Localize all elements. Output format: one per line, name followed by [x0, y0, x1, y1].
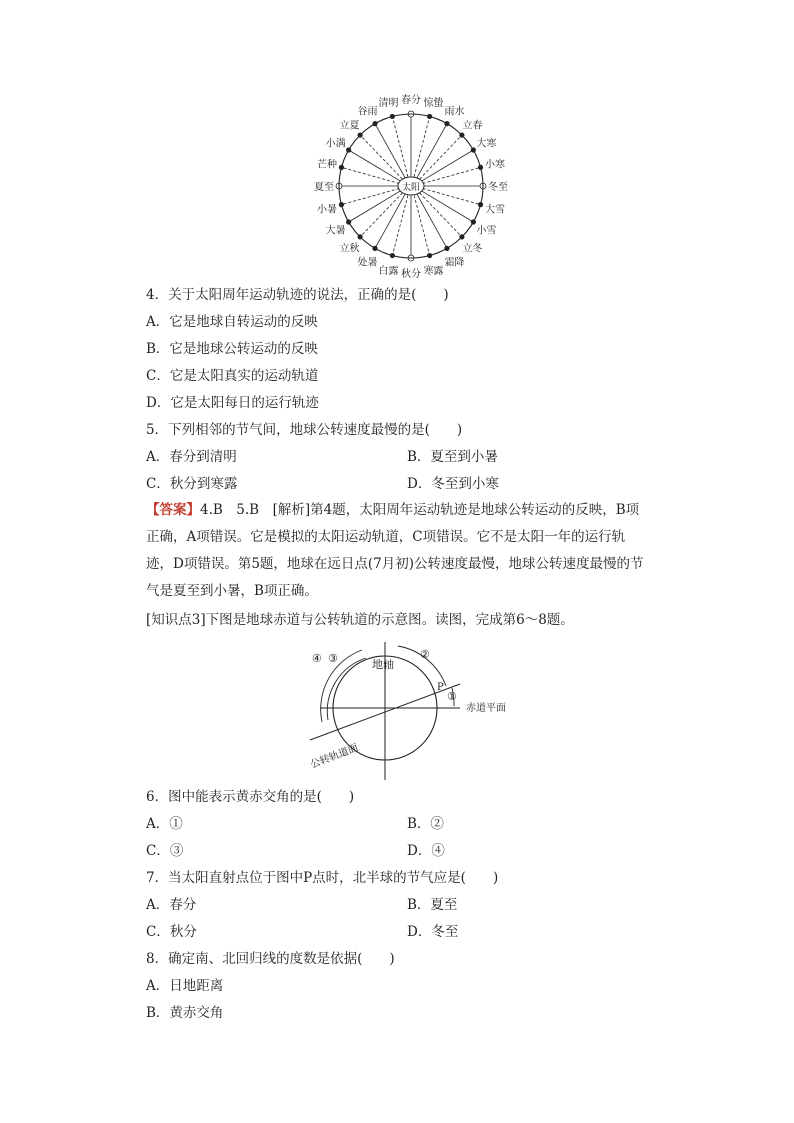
q6-option-b: B．② [407, 816, 444, 832]
mark-4: ④ [312, 652, 322, 665]
spoke-23 [392, 116, 408, 176]
term-label-2: 雨水 [444, 106, 465, 118]
term-label-20: 小满 [325, 138, 346, 150]
q5-option-b: B．夏至到小暑 [407, 449, 498, 465]
q8-stem: 8．确定南、北回归线的度数是依据( ) [146, 951, 395, 967]
term-label-7: 大雪 [485, 204, 506, 216]
q6-option-a: A．① [146, 816, 183, 832]
term-label-13: 白露 [378, 266, 399, 278]
answer-tag: 【答案】 [146, 502, 200, 518]
q4-option-a: A．它是地球自转运动的反映 [146, 314, 318, 330]
spoke-22 [375, 124, 405, 178]
term-label-10: 霜降 [444, 257, 465, 269]
q5-option-d: D．冬至到小寒 [407, 476, 499, 492]
spoke-1 [414, 116, 430, 176]
term-label-14: 处暑 [357, 257, 378, 269]
q8-option-b: B．黄赤交角 [146, 1005, 224, 1021]
term-label-17: 小暑 [316, 204, 337, 216]
spoke-11 [414, 195, 430, 255]
term-label-5: 小寒 [485, 159, 506, 171]
solar-terms-diagram [298, 90, 528, 280]
q5-stem: 5．下列相邻的节气间，地球公转速度最慢的是( ) [146, 422, 463, 438]
q4-stem: 4．关于太阳周年运动轨迹的说法，正确的是( ) [146, 287, 449, 303]
term-label-0: 春分 [401, 95, 421, 106]
term-label-1: 惊蛰 [423, 97, 444, 109]
term-label-18: 夏至 [314, 182, 334, 193]
q7-stem: 7．当太阳直射点位于图中P点时，北半球的节气应是( ) [146, 870, 499, 886]
point-p-label: P [437, 682, 444, 693]
term-label-4: 大寒 [476, 138, 497, 150]
spoke-13 [392, 195, 408, 255]
axis-label: 地轴 [372, 658, 394, 671]
term-label-11: 寒露 [423, 266, 444, 278]
mark-2: ② [420, 648, 430, 661]
spoke-2 [417, 124, 447, 178]
q5-option-c: C．秋分到寒露 [146, 476, 238, 492]
term-label-16: 大暑 [325, 225, 346, 237]
q6-option-c: C．③ [146, 843, 184, 859]
spoke-15 [360, 193, 402, 237]
equator-orbit-diagram [300, 640, 520, 780]
orbit-label: 公转轨道面 [309, 742, 360, 771]
spoke-10 [417, 194, 447, 248]
q7-option-c: C．秋分 [146, 924, 197, 940]
term-label-21: 立夏 [339, 120, 360, 132]
q4-option-b: B．它是地球公转运动的反映 [146, 341, 318, 357]
term-label-3: 立春 [462, 120, 483, 132]
spoke-14 [375, 194, 405, 248]
section-intro: [知识点3]下图是地球赤道与公转轨道的示意图。读图，完成第6～8题。 [146, 612, 574, 628]
mark-1: ① [447, 690, 457, 703]
term-label-22: 谷雨 [357, 106, 378, 118]
answer-explanation [146, 497, 646, 605]
q4-option-c: C．它是太阳真实的运动轨道 [146, 368, 319, 384]
term-label-12: 秋分 [401, 269, 421, 280]
equator-label: 赤道平面 [466, 703, 506, 714]
spoke-3 [419, 135, 461, 179]
spoke-21 [360, 135, 402, 179]
term-label-19: 芒种 [316, 159, 337, 171]
term-label-8: 小雪 [476, 225, 497, 237]
spoke-9 [419, 193, 461, 237]
term-label-6: 冬至 [488, 182, 508, 193]
q7-option-b: B．夏至 [407, 897, 458, 913]
term-label-9: 立冬 [462, 243, 483, 255]
term-label-15: 立秋 [339, 243, 360, 255]
q4-option-d: D．它是太阳每日的运行轨迹 [146, 395, 319, 411]
q7-option-d: D．冬至 [407, 924, 459, 940]
q7-option-a: A．春分 [146, 897, 197, 913]
term-label-23: 清明 [378, 97, 399, 109]
q8-option-a: A．日地距离 [146, 978, 224, 994]
mark-3: ③ [328, 652, 338, 665]
answer-body: 4.B 5.B [解析]第4题，太阳周年运动轨迹是地球公转运动的反映，B项正确，A项错误。它是模拟的太阳运动轨道，C项错误。它不是太阳一年的运行轨迹，D项错误。第5题，地球在远日点(7月初)公转速度最慢，地球公转速度最慢的节气是夏至到小暑，B项正确。 [146, 502, 644, 599]
q6-stem: 6．图中能表示黄赤交角的是( ) [146, 789, 355, 805]
q5-option-a: A．春分到清明 [146, 449, 237, 465]
q6-option-d: D．④ [407, 843, 445, 859]
sun-label: 太阳 [401, 183, 421, 193]
